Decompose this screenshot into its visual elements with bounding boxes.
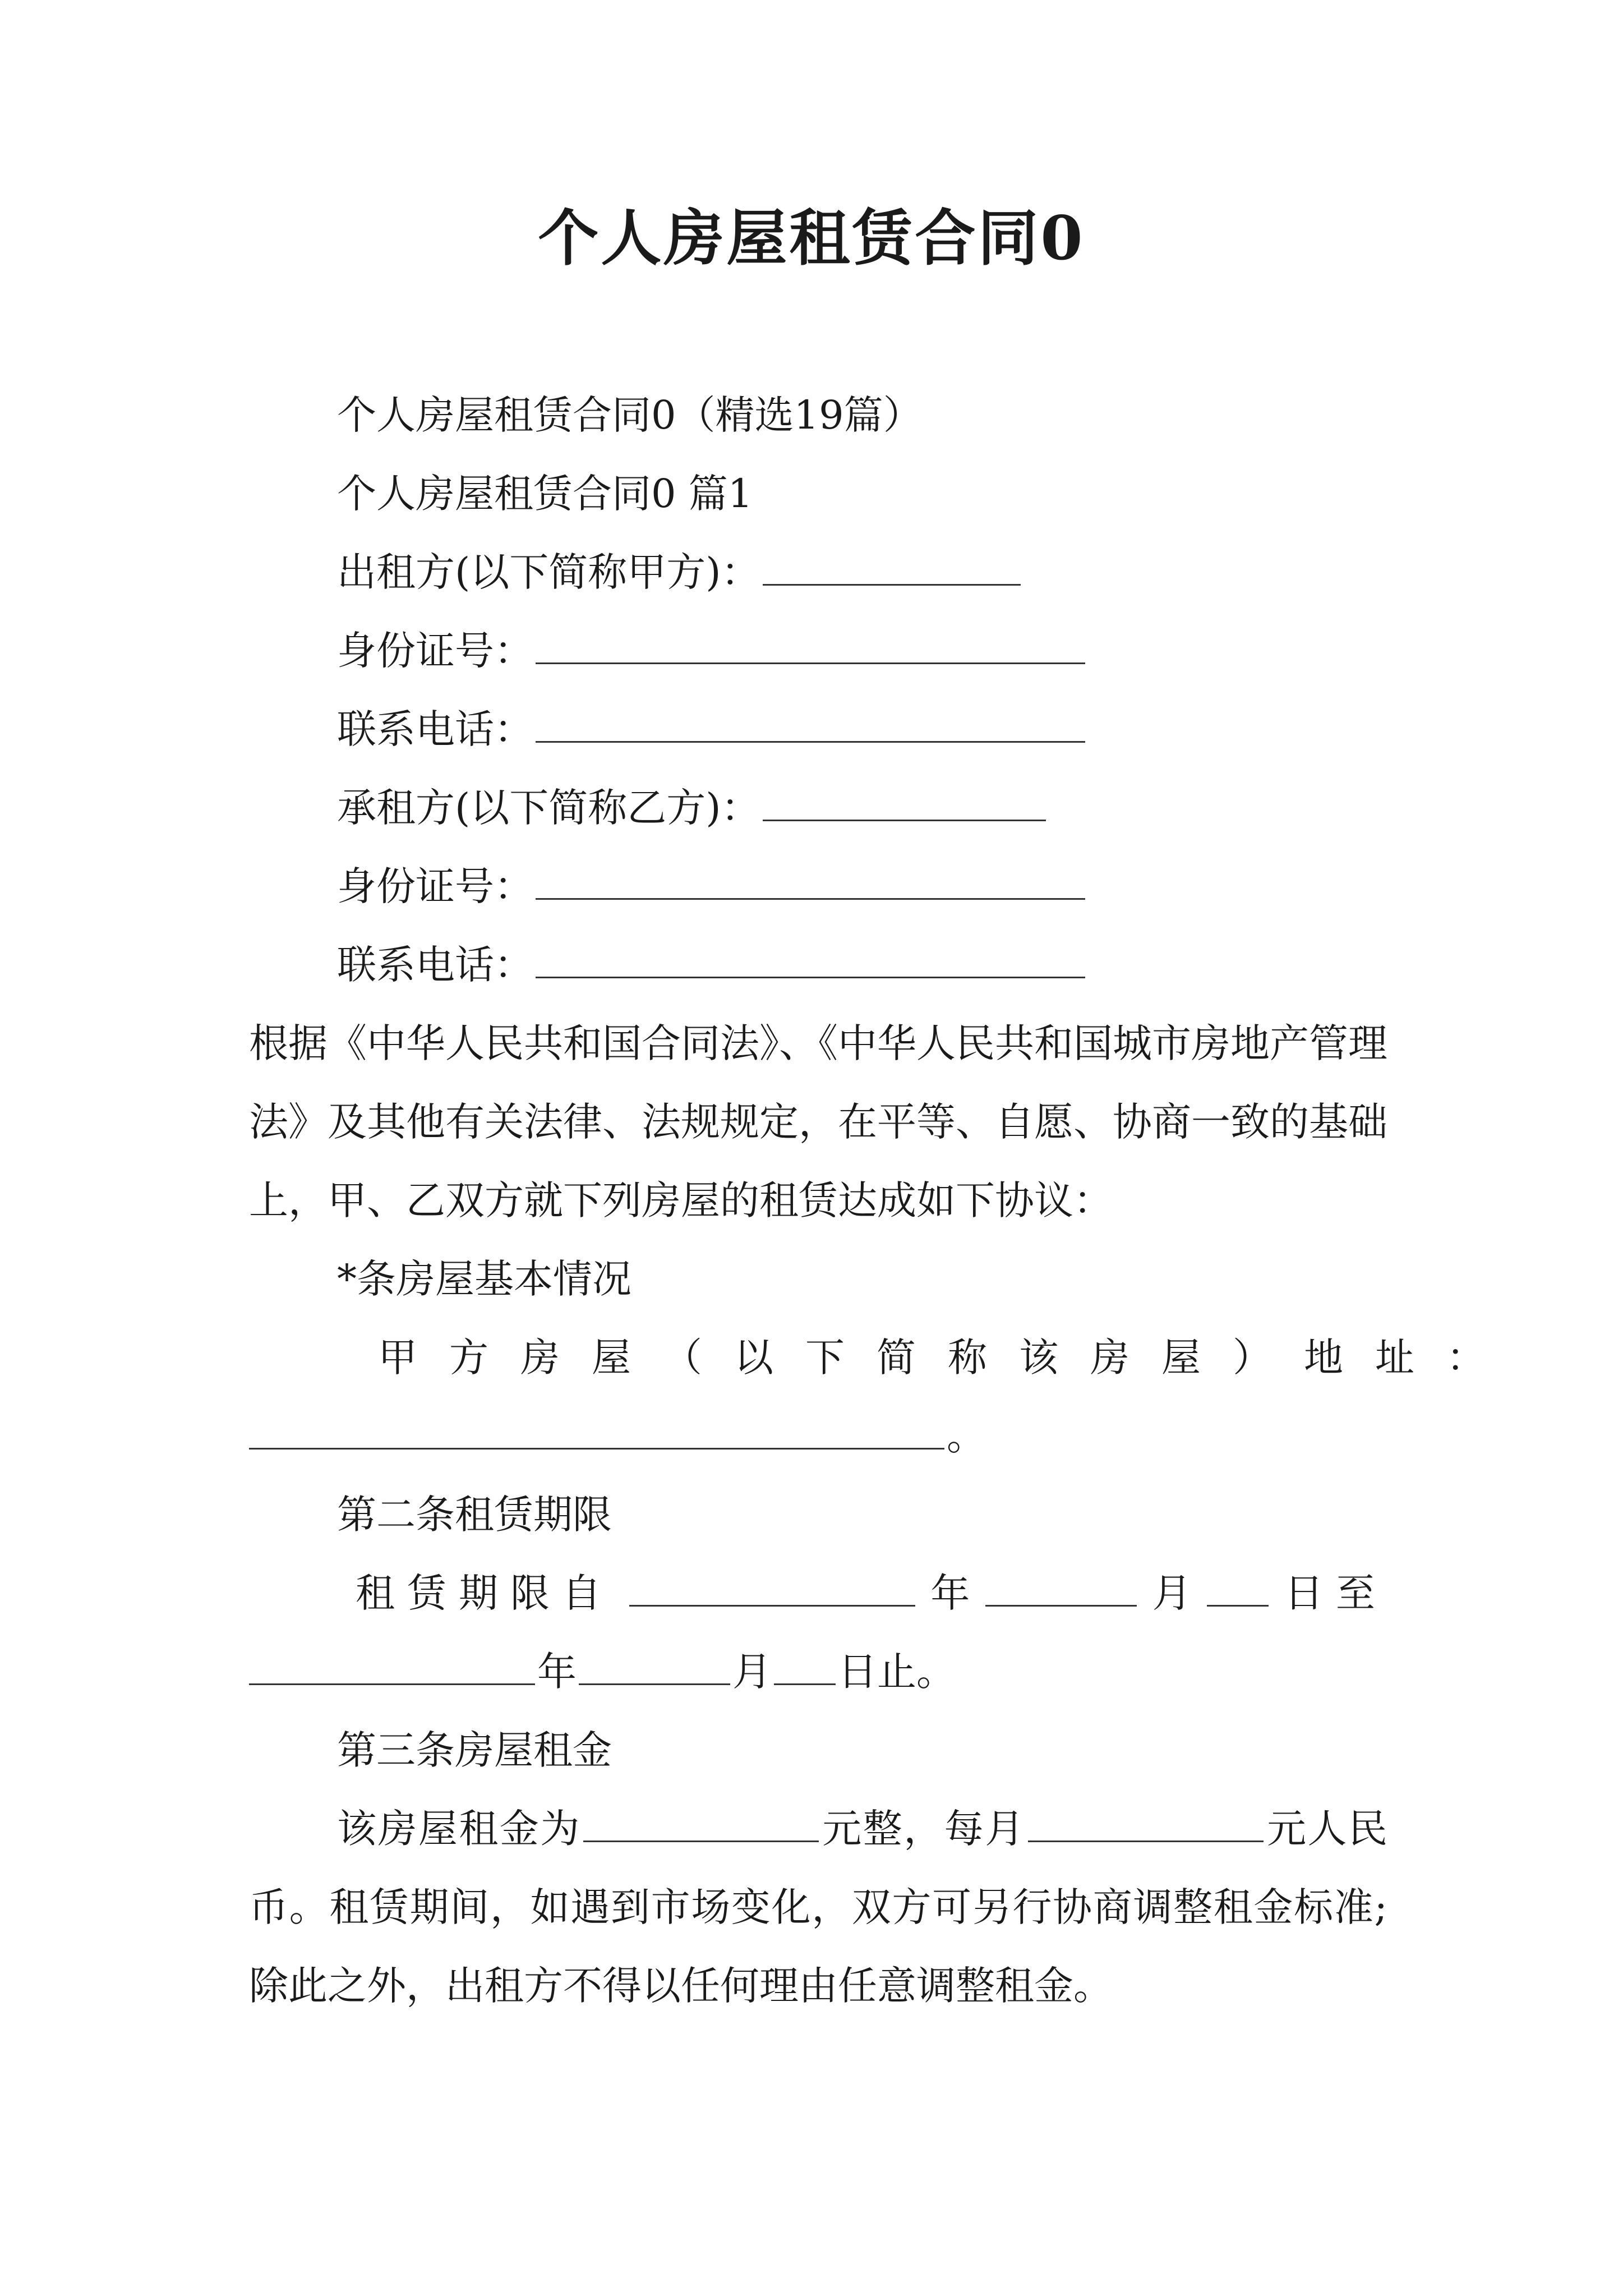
section-heading: 个人房屋租赁合同0 篇1 bbox=[337, 471, 753, 517]
article2-from: 租赁期限自 bbox=[356, 1570, 614, 1616]
article1-blank-line bbox=[249, 1397, 1387, 1475]
blank-line bbox=[629, 1566, 915, 1607]
field-lessee-phone bbox=[249, 926, 1387, 1004]
article2-day-to: 日至 bbox=[1284, 1570, 1387, 1616]
field-lessor bbox=[249, 533, 1387, 611]
field-label: 联系电话： bbox=[337, 706, 533, 752]
blank-line bbox=[579, 1644, 730, 1685]
article2-line2-end: 日止。 bbox=[838, 1649, 956, 1695]
subtitle: 个人房屋租赁合同0（精选19篇） bbox=[337, 392, 923, 438]
blank-line bbox=[249, 1644, 535, 1685]
article3-heading: 第三条房屋租金 bbox=[337, 1727, 612, 1773]
blank-line bbox=[1028, 1801, 1264, 1842]
document-title: 个人房屋租赁合同0 bbox=[538, 203, 1085, 274]
field-lessee-id bbox=[249, 847, 1387, 926]
field-label: 联系电话： bbox=[337, 942, 533, 988]
blank-line bbox=[763, 545, 1021, 586]
blank-line bbox=[536, 702, 1085, 743]
article2-line2-month: 月 bbox=[732, 1649, 772, 1695]
article2-month: 月 bbox=[1152, 1570, 1192, 1616]
article1-heading: *条房屋基本情况 bbox=[337, 1256, 631, 1302]
blank-line bbox=[774, 1644, 836, 1685]
field-label: 出租方(以下简称甲方)： bbox=[337, 549, 760, 595]
field-lessor-id bbox=[249, 611, 1387, 690]
article2-year: 年 bbox=[930, 1570, 970, 1616]
blank-line bbox=[1207, 1566, 1269, 1607]
field-lessor-phone bbox=[249, 690, 1387, 769]
blank-line bbox=[536, 623, 1085, 664]
field-label: 身份证号： bbox=[337, 628, 533, 674]
article1-end: 。 bbox=[947, 1413, 986, 1459]
article1-text: 甲方房屋（以下简称该房屋）地址： bbox=[378, 1335, 1518, 1381]
blank-line bbox=[763, 780, 1046, 821]
article3-text-a: 该房屋租金为 bbox=[337, 1806, 581, 1852]
blank-line bbox=[536, 937, 1085, 978]
field-label: 身份证号： bbox=[337, 863, 533, 909]
article3-text-c: 元人民币。租赁期间，如遇到市场变化，双方可另行协商调整租金标准;除此之外，出租方不得以任何理由任意调整租金。 bbox=[249, 1806, 1388, 2009]
article2-line2-year: 年 bbox=[537, 1649, 577, 1695]
article2-line1 bbox=[249, 1554, 1387, 1632]
article2-heading: 第二条租赁期限 bbox=[337, 1492, 612, 1538]
blank-line bbox=[583, 1801, 819, 1842]
field-lessee bbox=[249, 769, 1387, 847]
article2-line2 bbox=[249, 1632, 1387, 1711]
blank-line bbox=[985, 1566, 1137, 1607]
document-body bbox=[249, 376, 1518, 2025]
blank-line bbox=[249, 1409, 944, 1450]
field-label: 承租方(以下简称乙方)： bbox=[337, 785, 760, 831]
article3-paragraph bbox=[249, 1789, 1387, 2025]
article1-address-line bbox=[249, 1318, 1518, 1397]
intro-paragraph: 根据《中华人民共和国合同法》、《中华人民共和国城市房地产管理法》及其他有关法律、法规规定，在平等、自愿、协商一致的基础上，甲、乙双方就下列房屋的租赁达成如下协议： bbox=[249, 1020, 1387, 1223]
blank-line bbox=[536, 859, 1085, 900]
article3-text-b: 元整，每月 bbox=[820, 1806, 1026, 1852]
